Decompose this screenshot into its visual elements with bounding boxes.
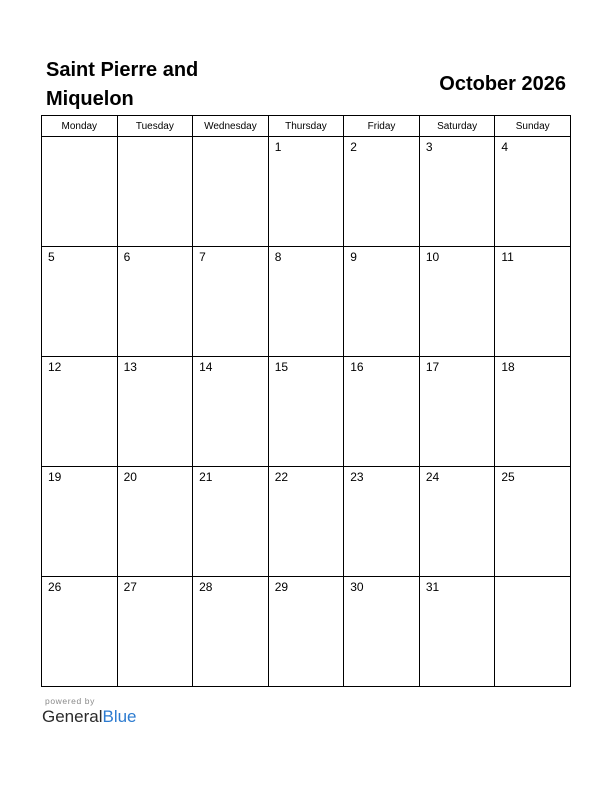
day-number: 21	[199, 470, 213, 484]
weekday-header-wednesday: Wednesday	[193, 116, 269, 137]
month-year-title: October 2026	[439, 73, 566, 95]
week-row-2	[42, 247, 571, 357]
day-number: 26	[48, 580, 62, 594]
day-cell	[344, 577, 420, 687]
day-number: 4	[501, 140, 509, 154]
day-cell	[344, 467, 420, 577]
day-cell	[117, 137, 193, 247]
region-title-line-2: Miquelon	[46, 88, 134, 110]
day-cell	[268, 357, 344, 467]
day-number	[495, 577, 570, 580]
day-cell	[495, 247, 571, 357]
region-title-line-1: Saint Pierre and	[46, 59, 199, 81]
day-number: 7	[199, 250, 206, 264]
day-cell	[268, 467, 344, 577]
day-number: 24	[425, 470, 440, 484]
day-cell	[268, 137, 344, 247]
powered-by-label: powered by	[45, 696, 95, 706]
day-number: 23	[350, 470, 364, 484]
day-cell	[42, 357, 118, 467]
weekday-header-thursday: Thursday	[268, 116, 344, 137]
day-number: 22	[274, 470, 289, 484]
day-cell	[344, 137, 420, 247]
day-cell	[495, 577, 571, 687]
day-cell	[193, 577, 269, 687]
generalblue-logo[interactable]	[42, 707, 137, 727]
day-cell	[117, 357, 193, 467]
day-cell	[193, 247, 269, 357]
day-cell	[344, 247, 420, 357]
day-number: 28	[199, 580, 213, 594]
region-title	[46, 56, 246, 114]
day-number: 6	[123, 250, 131, 264]
day-cell	[419, 247, 495, 357]
weekday-header-row	[42, 116, 571, 137]
weekday-header-tuesday: Tuesday	[117, 116, 193, 137]
day-cell	[419, 577, 495, 687]
day-number: 13	[123, 360, 137, 374]
day-cell	[193, 467, 269, 577]
day-cell	[344, 357, 420, 467]
day-number: 5	[48, 250, 55, 264]
day-number: 3	[425, 140, 433, 154]
day-cell	[419, 137, 495, 247]
footer-branding	[42, 696, 137, 727]
day-cell	[495, 357, 571, 467]
day-number: 10	[425, 250, 440, 264]
day-number: 12	[48, 360, 62, 374]
day-cell	[117, 467, 193, 577]
day-cell	[42, 467, 118, 577]
day-number: 31	[425, 580, 440, 594]
day-number: 29	[274, 580, 289, 594]
day-number: 2	[350, 140, 357, 154]
day-number: 19	[48, 470, 62, 484]
weekday-header-friday: Friday	[344, 116, 420, 137]
day-cell	[193, 137, 269, 247]
day-number	[193, 137, 268, 140]
day-number: 16	[350, 360, 364, 374]
day-cell	[42, 577, 118, 687]
week-row-1	[42, 137, 571, 247]
day-number	[42, 137, 117, 140]
day-number: 20	[123, 470, 137, 484]
day-cell	[42, 137, 118, 247]
day-cell	[495, 137, 571, 247]
day-number: 11	[501, 250, 514, 264]
day-cell	[42, 247, 118, 357]
week-row-4	[42, 467, 571, 577]
logo-text-blue: Blue	[102, 707, 137, 726]
day-number: 14	[199, 360, 213, 374]
day-cell	[193, 357, 269, 467]
week-row-5	[42, 577, 571, 687]
day-cell	[268, 577, 344, 687]
calendar-grid	[41, 115, 571, 687]
day-number: 17	[425, 360, 440, 374]
day-number: 30	[350, 580, 364, 594]
day-number	[118, 137, 193, 140]
day-cell	[419, 467, 495, 577]
day-cell	[268, 247, 344, 357]
day-number: 1	[274, 140, 282, 154]
day-number: 9	[350, 250, 357, 264]
weekday-header-monday: Monday	[42, 116, 118, 137]
day-number: 25	[501, 470, 515, 484]
week-row-3	[42, 357, 571, 467]
day-cell	[117, 247, 193, 357]
day-number: 27	[123, 580, 137, 594]
day-number: 8	[274, 250, 282, 264]
weekday-header-saturday: Saturday	[419, 116, 495, 137]
day-cell	[117, 577, 193, 687]
weekday-header-sunday: Sunday	[495, 116, 571, 137]
day-number: 18	[501, 360, 515, 374]
day-cell	[419, 357, 495, 467]
day-cell	[495, 467, 571, 577]
logo-text-general: General	[42, 707, 103, 726]
day-number: 15	[274, 360, 289, 374]
